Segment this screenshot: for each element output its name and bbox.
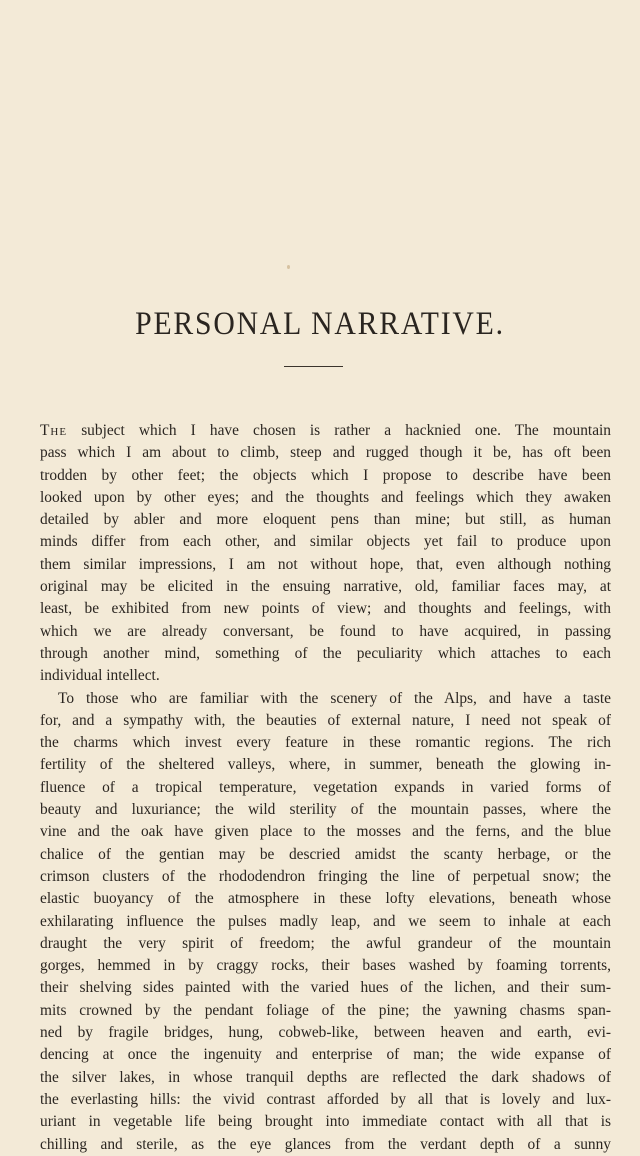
text-line: uriant in vegetable life being brought into immediate contact with all that is bbox=[40, 1113, 611, 1131]
text-line: individual intellect. bbox=[40, 667, 160, 685]
text-line: vine and the oak have given place to the mosses and the ferns, and the blue bbox=[40, 823, 611, 841]
text-line: which we are already conversant, be found to have acquired, in passing bbox=[40, 622, 611, 640]
text-line: fertility of the sheltered valleys, where, in summer, beneath the glowing in- bbox=[40, 756, 611, 774]
text-line: ned by fragile bridges, hung, cobweb-like, between heaven and earth, evi- bbox=[40, 1024, 611, 1042]
opening-word: The bbox=[40, 422, 68, 439]
text-line: the silver lakes, in whose tranquil depths are reflected the dark shadows of bbox=[40, 1068, 611, 1086]
text-line: elastic buoyancy of the atmosphere in these lofty elevations, beneath whose bbox=[40, 890, 611, 908]
text-line: the everlasting hills: the vivid contrast afforded by all that is lovely and lux- bbox=[40, 1090, 611, 1108]
text-line: them similar impressions, I am not without hope, that, even although nothing bbox=[40, 555, 611, 573]
text-line: beauty and luxuriance; the wild sterility of the mountain passes, where the bbox=[40, 801, 611, 819]
text-line: chalice of the gentian may be descried amidst the scanty herbage, or the bbox=[40, 845, 611, 863]
text-line: their shelving sides painted with the varied hues of the lichen, and their sum- bbox=[40, 979, 611, 997]
text-line: chilling and sterile, as the eye glances from the verdant depth of a sunny bbox=[40, 1135, 611, 1153]
title-rule bbox=[284, 366, 343, 367]
text-line-content: subject which I have chosen is rather a hacknied one. The mountain bbox=[67, 422, 611, 439]
text-line: To those who are familiar with the scenery of the Alps, and have a taste bbox=[58, 689, 611, 707]
text-line: least, be exhibited from new points of view; and thoughts and feelings, with bbox=[40, 600, 611, 618]
paper-speck bbox=[287, 265, 290, 269]
text-line: dencing at once the ingenuity and enterprise of man; the wide expanse of bbox=[40, 1046, 611, 1064]
text-line: the charms which invest every feature in these romantic regions. The rich bbox=[40, 734, 611, 752]
text-line: looked upon by other eyes; and the thoughts and feelings which they awaken bbox=[40, 488, 611, 506]
chapter-title: PERSONAL NARRATIVE. bbox=[135, 306, 505, 343]
text-line: exhilarating influence the pulses madly leap, and we seem to inhale at each bbox=[40, 912, 611, 930]
text-line: detailed by abler and more eloquent pens than mine; but still, as human bbox=[40, 511, 611, 529]
text-line: mits crowned by the pendant foliage of the pine; the yawning chasms span- bbox=[40, 1001, 611, 1019]
text-line: through another mind, something of the peculiarity which attaches to each bbox=[40, 644, 611, 662]
text-line: for, and a sympathy with, the beauties of external nature, I need not speak of bbox=[40, 711, 611, 729]
text-line: minds differ from each other, and similar objects yet fail to produce upon bbox=[40, 533, 611, 551]
text-line: gorges, hemmed in by craggy rocks, their bases washed by foaming torrents, bbox=[40, 957, 611, 975]
text-line: trodden by other feet; the objects which I propose to describe have been bbox=[40, 466, 611, 484]
text-line bbox=[40, 420, 611, 442]
text-line: crimson clusters of the rhododendron fringing the line of perpetual snow; the bbox=[40, 867, 611, 885]
text-line: draught the very spirit of freedom; the awful grandeur of the mountain bbox=[40, 934, 611, 952]
text-line: fluence of a tropical temperature, vegetation expands in varied forms of bbox=[40, 778, 611, 796]
text-line: pass which I am about to climb, steep and rugged though it be, has oft been bbox=[40, 444, 611, 462]
body-text bbox=[40, 420, 611, 1156]
text-line: original may be elicited in the ensuing narrative, old, familiar faces may, at bbox=[40, 578, 611, 596]
